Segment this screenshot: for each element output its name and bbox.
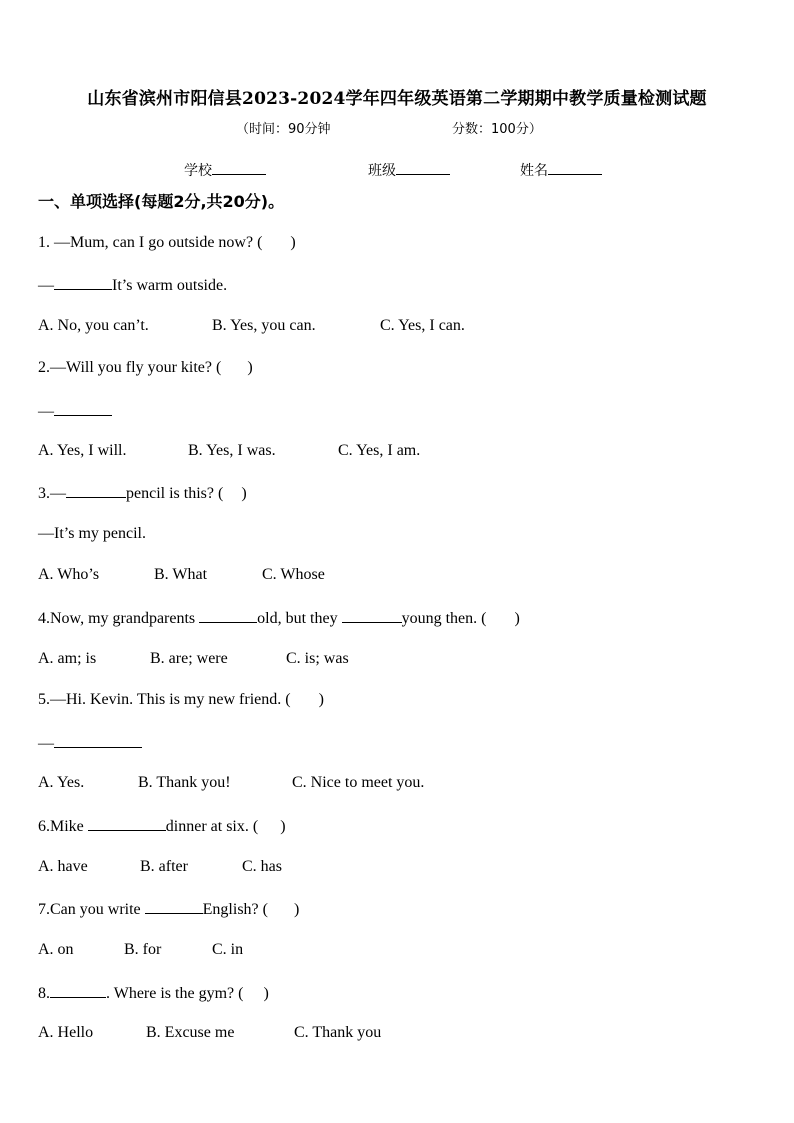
option-b[interactable]: B. after bbox=[140, 858, 188, 875]
class-label: 班级 bbox=[368, 163, 396, 179]
answer-blank[interactable] bbox=[145, 898, 203, 914]
question-2-reply: — bbox=[38, 400, 112, 422]
option-b[interactable]: B. What bbox=[154, 566, 208, 583]
name-label: 姓名 bbox=[520, 163, 548, 179]
question-5: 5.—Hi. Kevin. This is my new friend. ( ) bbox=[38, 691, 324, 708]
answer-blank[interactable] bbox=[199, 607, 257, 623]
option-b[interactable]: B. Yes, you can. bbox=[212, 317, 316, 334]
answer-blank[interactable] bbox=[88, 815, 166, 831]
question-5-reply: — bbox=[38, 732, 142, 754]
option-a[interactable]: A. Hello bbox=[38, 1024, 94, 1041]
question-3-reply: —It’s my pencil. bbox=[38, 525, 146, 542]
answer-blank[interactable] bbox=[50, 982, 106, 998]
answer-blank[interactable] bbox=[66, 482, 126, 498]
option-a[interactable]: A. Yes, I will. bbox=[38, 442, 127, 459]
class-field bbox=[368, 160, 450, 180]
question-1: 1. —Mum, can I go outside now? ( ) bbox=[38, 234, 296, 251]
option-b[interactable]: B. are; were bbox=[150, 650, 228, 667]
name-blank[interactable] bbox=[548, 160, 602, 175]
question-8-options bbox=[38, 1023, 381, 1043]
answer-blank[interactable] bbox=[54, 732, 142, 748]
option-b[interactable]: B. Yes, I was. bbox=[188, 442, 276, 459]
question-7: 7.Can you write English? ( ) bbox=[38, 898, 299, 920]
question-4-options bbox=[38, 649, 349, 669]
exam-time: （时间：90分钟 bbox=[236, 122, 331, 137]
option-a[interactable]: A. No, you can’t. bbox=[38, 317, 149, 334]
option-b[interactable]: B. for bbox=[124, 941, 162, 958]
section-title: 一、单项选择(每题2分,共20分)。 bbox=[38, 192, 285, 211]
option-c[interactable]: C. Whose bbox=[262, 566, 325, 583]
question-2: 2.—Will you fly your kite? ( ) bbox=[38, 359, 253, 376]
answer-blank[interactable] bbox=[342, 607, 402, 623]
question-3: 3.— pencil is this? ( ) bbox=[38, 482, 247, 504]
question-3-options bbox=[38, 565, 325, 585]
option-b[interactable]: B. Thank you! bbox=[138, 774, 231, 791]
question-6-options bbox=[38, 857, 282, 877]
question-6: 6.Mike dinner at six. ( ) bbox=[38, 815, 286, 837]
option-c[interactable]: C. Yes, I can. bbox=[380, 317, 465, 334]
name-field bbox=[520, 160, 602, 180]
question-7-options bbox=[38, 940, 243, 960]
question-2-options bbox=[38, 441, 420, 461]
answer-blank[interactable] bbox=[54, 400, 112, 416]
answer-blank[interactable] bbox=[54, 274, 112, 290]
question-8: 8. . Where is the gym? ( ) bbox=[38, 982, 269, 1004]
exam-title: 山东省滨州市阳信县2023-2024学年四年级英语第二学期期中教学质量检测试题 bbox=[87, 89, 707, 109]
option-c[interactable]: C. is; was bbox=[286, 650, 349, 667]
question-1-options bbox=[38, 316, 465, 336]
exam-score: 分数：100分） bbox=[452, 122, 542, 137]
option-c[interactable]: C. has bbox=[242, 858, 282, 875]
option-c[interactable]: C. in bbox=[212, 941, 244, 958]
class-blank[interactable] bbox=[396, 160, 450, 175]
option-c[interactable]: C. Nice to meet you. bbox=[292, 774, 425, 791]
option-c[interactable]: C. Thank you bbox=[294, 1024, 382, 1041]
school-label: 学校 bbox=[184, 163, 212, 179]
option-a[interactable]: A. have bbox=[38, 858, 88, 875]
option-c[interactable]: C. Yes, I am. bbox=[338, 442, 421, 459]
option-a[interactable]: A. am; is bbox=[38, 650, 97, 667]
question-1-reply: — It’s warm outside. bbox=[38, 274, 227, 296]
school-field bbox=[184, 160, 266, 180]
question-4: 4.Now, my grandparents old, but they young then. ( ) bbox=[38, 607, 520, 629]
school-blank[interactable] bbox=[212, 160, 266, 175]
option-a[interactable]: A. on bbox=[38, 941, 74, 958]
option-a[interactable]: A. Yes. bbox=[38, 774, 85, 791]
question-5-options bbox=[38, 773, 424, 793]
option-b[interactable]: B. Excuse me bbox=[146, 1024, 235, 1041]
option-a[interactable]: A. Who’s bbox=[38, 566, 100, 583]
